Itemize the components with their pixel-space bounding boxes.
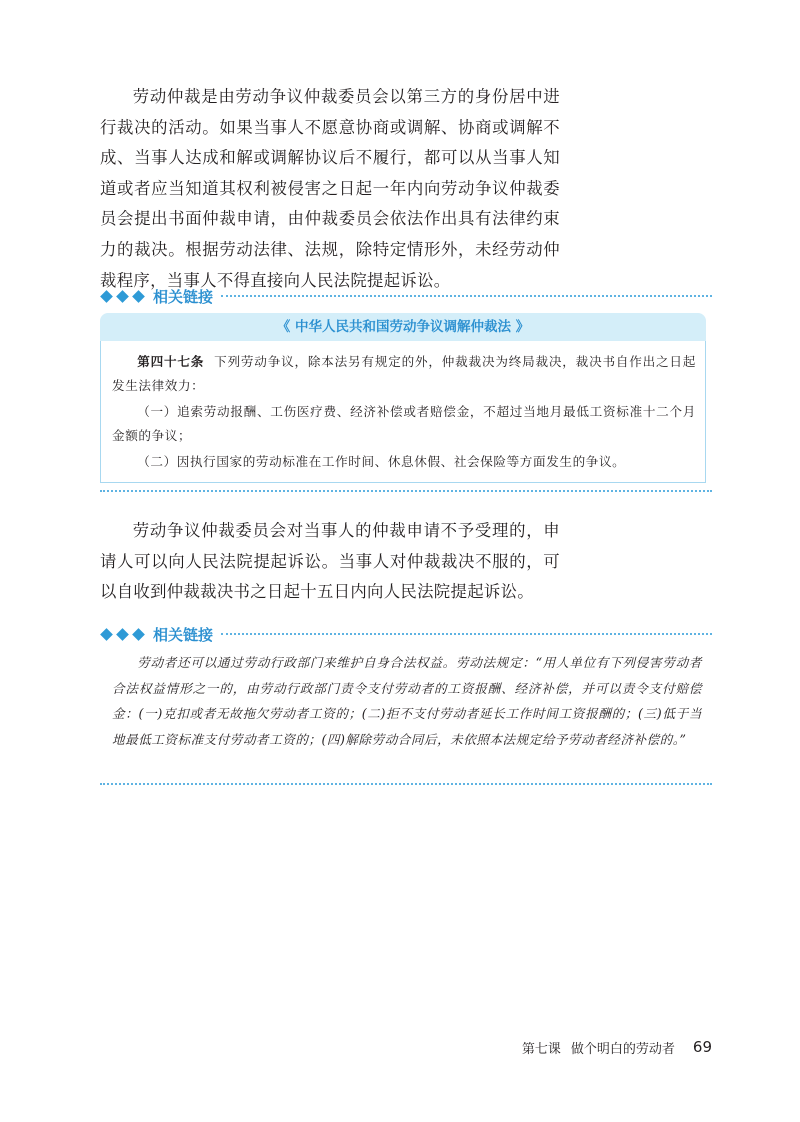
footer-lesson-title: 做个明白的劳动者 bbox=[570, 1041, 675, 1057]
dotted-divider bbox=[221, 633, 712, 635]
diamond-icon bbox=[132, 628, 145, 641]
diamond-icon bbox=[116, 290, 129, 303]
related-links-note: 劳动者还可以通过劳动行政部门来维护自身合法权益。劳动法规定：“用人单位有下列侵害劳动者合法权益情形之一的，由劳动行政部门责令支付劳动者的工资报酬、经济补偿，并可以责令支付赔偿金：(一)克扣或者无故拖欠劳动者工资的；(二)拒不支付劳动者延长工作时间工资报酬的；(三)低于当地最低工资标准支付劳动者工资的；(四)解除劳动合同后，未依照本法规定给予劳动者经济补偿的。” bbox=[112, 655, 702, 747]
body-paragraph-2: 劳动争议仲裁委员会对当事人的仲裁申请不予受理的，申请人可以向人民法院提起诉讼。当事人对仲裁裁决不服的，可以自收到仲裁裁决书之日起十五日内向人民法院提起诉讼。 bbox=[100, 521, 560, 602]
law-title-bar: 《 中华人民共和国劳动争议调解仲裁法 》 bbox=[100, 313, 706, 341]
law-article bbox=[112, 350, 696, 398]
related-links-title: 相关链接 bbox=[153, 287, 214, 306]
diamond-bullets-icon bbox=[100, 630, 145, 639]
law-item-1: （一）追索劳动报酬、工伤医疗费、经济补偿或者赔偿金，不超过当地月最低工资标准十二个月金额的争议； bbox=[112, 404, 696, 443]
footer-lesson: 第七课 bbox=[521, 1041, 561, 1057]
article-number: 第四十七条 bbox=[137, 354, 205, 369]
law-item-2: （二）因执行国家的劳动标准在工作时间、休息休假、社会保险等方面发生的争议。 bbox=[137, 454, 626, 469]
related-links-title: 相关链接 bbox=[153, 625, 214, 644]
page-number: 69 bbox=[692, 1038, 712, 1056]
diamond-icon bbox=[100, 290, 113, 303]
diamond-icon bbox=[116, 628, 129, 641]
diamond-icon bbox=[132, 290, 145, 303]
diamond-bullets-icon bbox=[100, 292, 145, 301]
related-links-header-1 bbox=[100, 284, 712, 308]
article-text: 下列劳动争议，除本法另有规定的外，仲裁裁决为终局裁决，裁决书自作出之日起发生法律效力： bbox=[112, 354, 696, 393]
diamond-icon bbox=[100, 628, 113, 641]
section-divider-1 bbox=[100, 490, 712, 492]
section-divider-2 bbox=[100, 783, 712, 785]
body-paragraph-1: 劳动仲裁是由劳动争议仲裁委员会以第三方的身份居中进行裁决的活动。如果当事人不愿意协商或调解、协商或调解不成、当事人达成和解或调解协议后不履行，都可以从当事人知道或者应当知道其权利被侵害之日起一年内向劳动争议仲裁委员会提出书面仲裁申请，由仲裁委员会依法作出具有法律约束力的裁决。根据劳动法律、法规，除特定情形外，未经劳动仲裁程序，当事人不得直接向人民法院提起诉讼。 bbox=[100, 87, 560, 290]
page-footer bbox=[512, 1036, 712, 1058]
related-links-header-2 bbox=[100, 622, 712, 646]
dotted-divider bbox=[221, 295, 712, 297]
